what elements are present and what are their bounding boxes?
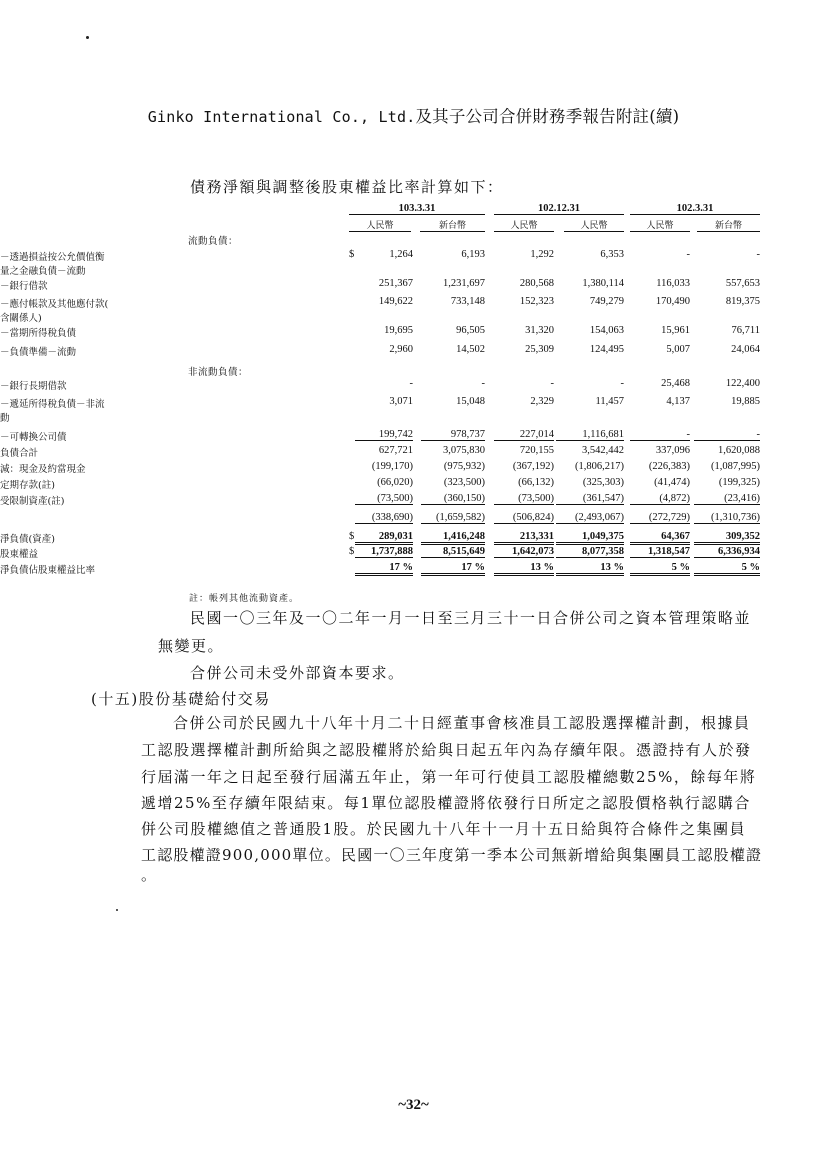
currency-header: 人民幣 xyxy=(564,218,624,232)
table-cell: (1,310,736) xyxy=(694,512,760,524)
table-cell: (66,020) xyxy=(377,477,413,488)
table-cell: (360,150) xyxy=(421,493,485,505)
table-cell: 5,007 xyxy=(666,344,690,355)
table-row xyxy=(0,531,827,547)
table-cell: 6,353 xyxy=(600,249,624,260)
table-cell: 1,318,547 xyxy=(630,546,690,558)
table-cell: 11,457 xyxy=(595,396,624,407)
table-row xyxy=(0,461,827,477)
table-cell: 8,077,358 xyxy=(556,546,624,558)
table-cell: (272,729) xyxy=(630,512,690,524)
table-cell: 19,885 xyxy=(731,396,760,407)
paragraph-line: 行屆滿一年之日起至發行屆滿五年止，第一年可行使員工認股權總數25%，餘每年將 xyxy=(141,768,757,786)
paragraph-line: 併公司股權總值之普通股1股。於民國九十八年十一月十五日給與符合條件之集團員 xyxy=(141,820,747,838)
section-label-noncurrent: 非流動負債： xyxy=(188,367,249,378)
table-cell: 170,490 xyxy=(655,296,690,307)
row-label: 定期存款(註) xyxy=(0,480,55,491)
table-cell: 2,960 xyxy=(389,344,413,355)
table-row xyxy=(0,344,827,360)
row-label: 負債合計 xyxy=(0,448,39,459)
table-cell: 309,352 xyxy=(694,531,760,545)
table-row xyxy=(0,278,827,294)
row-label: －可轉換公司債 xyxy=(0,432,67,443)
table-cell: 733,148 xyxy=(450,296,485,307)
table-cell: 1,116,681 xyxy=(556,429,624,441)
paragraph-line: 合併公司於民國九十八年十月二十日經董事會核准員工認股選擇權計劃，根據員 xyxy=(173,714,751,732)
table-cell: 19,695 xyxy=(384,325,413,336)
table-cell: (41,474) xyxy=(654,477,690,488)
table-cell: 17 % xyxy=(421,562,485,576)
table-cell: 6,193 xyxy=(461,249,485,260)
table-cell: 1,231,697 xyxy=(443,278,485,289)
table-cell: (199,325) xyxy=(718,477,760,488)
table-cell: (323,500) xyxy=(443,477,485,488)
table-cell: (73,500) xyxy=(355,493,413,505)
row-label: －遞延所得稅負債－非流 xyxy=(0,399,105,410)
table-cell: (23,416) xyxy=(694,493,760,505)
table-row xyxy=(0,493,827,509)
paragraph-line: 合併公司未受外部資本要求。 xyxy=(190,664,405,682)
table-footnote: 註：帳列其他流動資產。 xyxy=(189,594,300,604)
table-cell: 3,542,442 xyxy=(582,445,624,456)
table-cell: (66,132) xyxy=(518,477,554,488)
table-cell: 154,063 xyxy=(589,325,624,336)
table-cell: 122,400 xyxy=(725,378,760,389)
table-cell: 557,653 xyxy=(725,278,760,289)
table-row xyxy=(0,325,827,341)
table-cell: 3,071 xyxy=(389,396,413,407)
table-cell: 1,264 xyxy=(389,249,413,260)
table-cell: 64,367 xyxy=(630,531,690,545)
table-cell: 1,049,375 xyxy=(556,531,624,545)
table-cell: - xyxy=(694,429,760,441)
table-cell: 819,375 xyxy=(725,296,760,307)
table-cell: (2,493,067) xyxy=(556,512,624,524)
page-number: ~32~ xyxy=(398,1097,429,1113)
table-cell: 280,568 xyxy=(519,278,554,289)
table-row xyxy=(0,378,827,394)
table-row xyxy=(0,429,827,445)
table-cell: 8,515,649 xyxy=(421,546,485,558)
table-cell: 199,742 xyxy=(355,429,413,441)
row-label: 淨負債佔股東權益比率 xyxy=(0,565,96,576)
table-cell: 251,367 xyxy=(378,278,413,289)
paragraph-line: 民國一〇三年及一〇二年一月一日至三月三十一日合併公司之資本管理策略並 xyxy=(190,609,752,627)
table-cell: - xyxy=(550,378,554,389)
period-header: 102.12.31 xyxy=(494,203,624,215)
table-cell: 337,096 xyxy=(655,445,690,456)
currency-header: 新台幣 xyxy=(420,218,485,232)
currency-symbol: $ xyxy=(349,531,355,542)
table-cell: (199,170) xyxy=(371,461,413,472)
company-name-en: Ginko International Co., Ltd. xyxy=(147,108,416,126)
currency-header: 人民幣 xyxy=(349,218,411,232)
row-label: －銀行長期借款 xyxy=(0,381,67,392)
row-label-continued: 量之金融負債－流動 xyxy=(0,266,86,277)
table-row xyxy=(0,445,827,461)
table-row xyxy=(0,296,827,324)
table-cell: (338,690) xyxy=(355,512,413,524)
table-cell: 5 % xyxy=(630,562,690,576)
row-label: －應付帳款及其他應付款( xyxy=(0,299,109,310)
table-cell: 1,416,248 xyxy=(421,531,485,545)
currency-header: 人民幣 xyxy=(630,218,690,232)
table-cell: (1,087,995) xyxy=(711,461,760,472)
currency-header: 人民幣 xyxy=(494,218,554,232)
table-cell: 749,279 xyxy=(589,296,624,307)
table-cell: - xyxy=(620,378,624,389)
table-cell: 17 % xyxy=(355,562,413,576)
table-row xyxy=(0,546,827,562)
table-cell: 116,033 xyxy=(656,278,690,289)
scan-speck xyxy=(116,909,118,911)
table-cell: 13 % xyxy=(556,562,624,576)
scan-speck xyxy=(86,36,89,39)
table-cell: - xyxy=(409,378,413,389)
table-cell: (4,872) xyxy=(630,493,690,505)
table-cell: (1,806,217) xyxy=(575,461,624,472)
table-cell: (1,659,582) xyxy=(421,512,485,524)
row-label: －透過損益按公允價值衡 xyxy=(0,252,105,263)
table-cell: 1,737,888 xyxy=(355,546,413,558)
table-cell: 1,380,114 xyxy=(582,278,624,289)
table-row xyxy=(0,562,827,578)
row-label: 淨負債(資產) xyxy=(0,534,55,545)
table-cell: (325,303) xyxy=(582,477,624,488)
table-row xyxy=(0,477,827,493)
table-cell: (226,383) xyxy=(648,461,690,472)
paragraph-line: 工認股權證900,000單位。民國一〇三年度第一季本公司無新增給與集團員工認股權證 xyxy=(141,846,763,864)
table-cell: 1,642,073 xyxy=(494,546,554,558)
table-cell: (506,824) xyxy=(494,512,554,524)
row-label: －銀行借款 xyxy=(0,281,48,292)
table-cell: (975,932) xyxy=(443,461,485,472)
table-cell: (361,547) xyxy=(556,493,624,505)
table-row xyxy=(0,396,827,424)
table-cell: 289,031 xyxy=(355,531,413,545)
table-cell: 627,721 xyxy=(378,445,413,456)
table-cell: - xyxy=(686,249,690,260)
page-header xyxy=(0,103,827,127)
table-cell: 2,329 xyxy=(530,396,554,407)
currency-symbol: $ xyxy=(349,249,355,260)
table-row xyxy=(0,249,827,277)
currency-symbol: $ xyxy=(349,546,355,557)
table-cell: 4,137 xyxy=(666,396,690,407)
table-cell: 720,155 xyxy=(519,445,554,456)
table-cell: 96,505 xyxy=(456,325,485,336)
row-label: 股東權益 xyxy=(0,549,39,560)
table-cell: 227,014 xyxy=(494,429,554,441)
table-cell: (73,500) xyxy=(494,493,554,505)
period-header: 102.3.31 xyxy=(630,203,760,215)
row-label: 減：現金及約當現金 xyxy=(0,464,86,475)
table-cell: 15,048 xyxy=(456,396,485,407)
table-cell: (367,192) xyxy=(512,461,554,472)
table-cell: 1,620,088 xyxy=(718,445,760,456)
row-label-continued: 動 xyxy=(0,413,10,424)
table-cell: 978,737 xyxy=(421,429,485,441)
table-cell: 213,331 xyxy=(494,531,554,545)
table-cell: 5 % xyxy=(694,562,760,576)
table-cell: 149,622 xyxy=(378,296,413,307)
table-cell: 124,495 xyxy=(589,344,624,355)
row-label: －負債準備－流動 xyxy=(0,347,77,358)
table-intro: 債務淨額與調整後股東權益比率計算如下： xyxy=(190,178,504,196)
table-row xyxy=(0,512,827,528)
row-label: 受限制資產(註) xyxy=(0,496,65,507)
section-label-current: 流動負債： xyxy=(188,236,239,247)
table-cell: 15,961 xyxy=(661,325,690,336)
table-cell: - xyxy=(630,429,690,441)
table-cell: 24,064 xyxy=(731,344,760,355)
section-title: (十五)股份基礎給付交易 xyxy=(91,690,271,708)
header-title: 及其子公司合併財務季報告附註(續) xyxy=(415,107,680,126)
paragraph-line: 無變更。 xyxy=(158,637,225,655)
table-cell: - xyxy=(756,249,760,260)
period-header: 103.3.31 xyxy=(349,203,485,215)
table-cell: 13 % xyxy=(494,562,554,576)
table-cell: 76,711 xyxy=(731,325,760,336)
table-cell: 14,502 xyxy=(456,344,485,355)
row-label-continued: 含關係人) xyxy=(0,313,42,324)
row-label: －當期所得稅負債 xyxy=(0,328,77,339)
paragraph-line: 工認股選擇權計劃所給與之認股權將於給與日起五年內為存續年限。憑證持有人於發 xyxy=(141,741,752,759)
paragraph-line: 遞增25%至存續年限結束。每1單位認股權證將依發行日所定之認股價格執行認購合 xyxy=(141,794,751,812)
table-cell: 3,075,830 xyxy=(443,445,485,456)
table-cell: 1,292 xyxy=(530,249,554,260)
table-cell: 25,309 xyxy=(525,344,554,355)
table-cell: 25,468 xyxy=(661,378,690,389)
paragraph-line: 。 xyxy=(141,866,158,884)
table-cell: 31,320 xyxy=(525,325,554,336)
table-cell: 6,336,934 xyxy=(694,546,760,558)
currency-header: 新台幣 xyxy=(697,218,760,232)
table-cell: 152,323 xyxy=(519,296,554,307)
table-cell: - xyxy=(481,378,485,389)
